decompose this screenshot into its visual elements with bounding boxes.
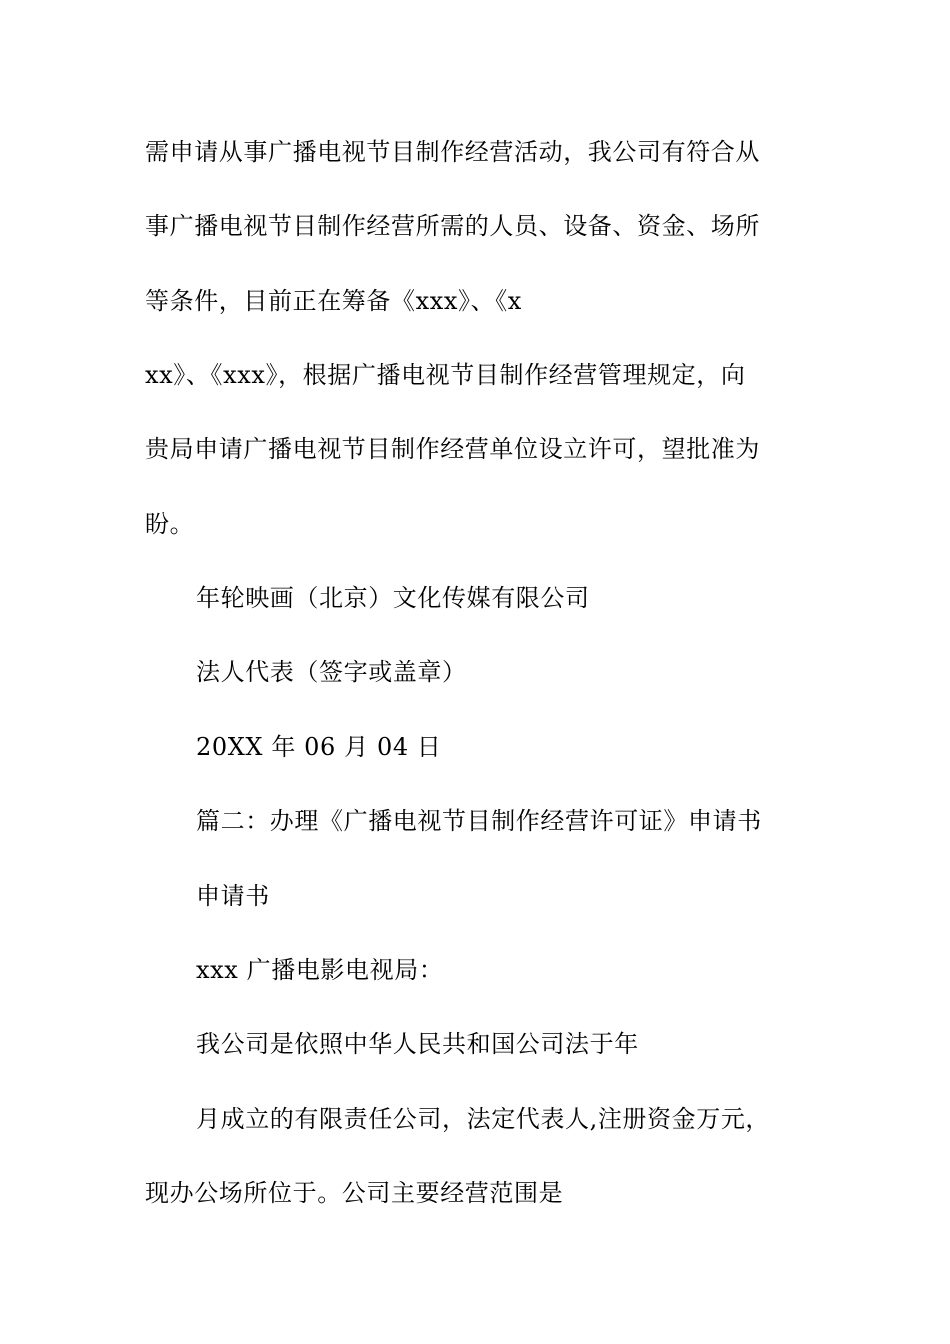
addressee: xxx 广播电影电视局： [196, 956, 444, 984]
application-title: 申请书 [196, 882, 270, 910]
paragraph-line-5: 贵局申请广播电视节目制作经营单位设立许可，望批准为 [145, 435, 760, 463]
body-line-1: 我公司是依照中华人民共和国公司法于年 [196, 1030, 639, 1058]
body-line-2: 月成立的有限责任公司，法定代表人,注册资金万元， [196, 1105, 771, 1133]
paragraph-line-1: 需申请从事广播电视节目制作经营活动，我公司有符合从 [145, 138, 760, 166]
section-heading: 篇二：办理《广播电视节目制作经营许可证》申请书 [196, 807, 762, 835]
paragraph-line-3: 等条件，目前正在筹备《xxx》、《x [145, 287, 522, 315]
paragraph-line-2: 事广播电视节目制作经营所需的人员、设备、资金、场所 [145, 212, 760, 240]
paragraph-line-4: xx》、《xxx》，根据广播电视节目制作经营管理规定，向 [145, 361, 746, 389]
paragraph-line-6: 盼。 [145, 510, 195, 538]
body-line-3: 现办公场所位于。公司主要经营范围是 [145, 1179, 564, 1207]
company-name: 年轮映画（北京）文化传媒有限公司 [196, 584, 590, 612]
legal-representative-signature: 法人代表（签字或盖章） [196, 658, 467, 686]
document-date: 20XX 年 06 月 04 日 [196, 733, 442, 761]
